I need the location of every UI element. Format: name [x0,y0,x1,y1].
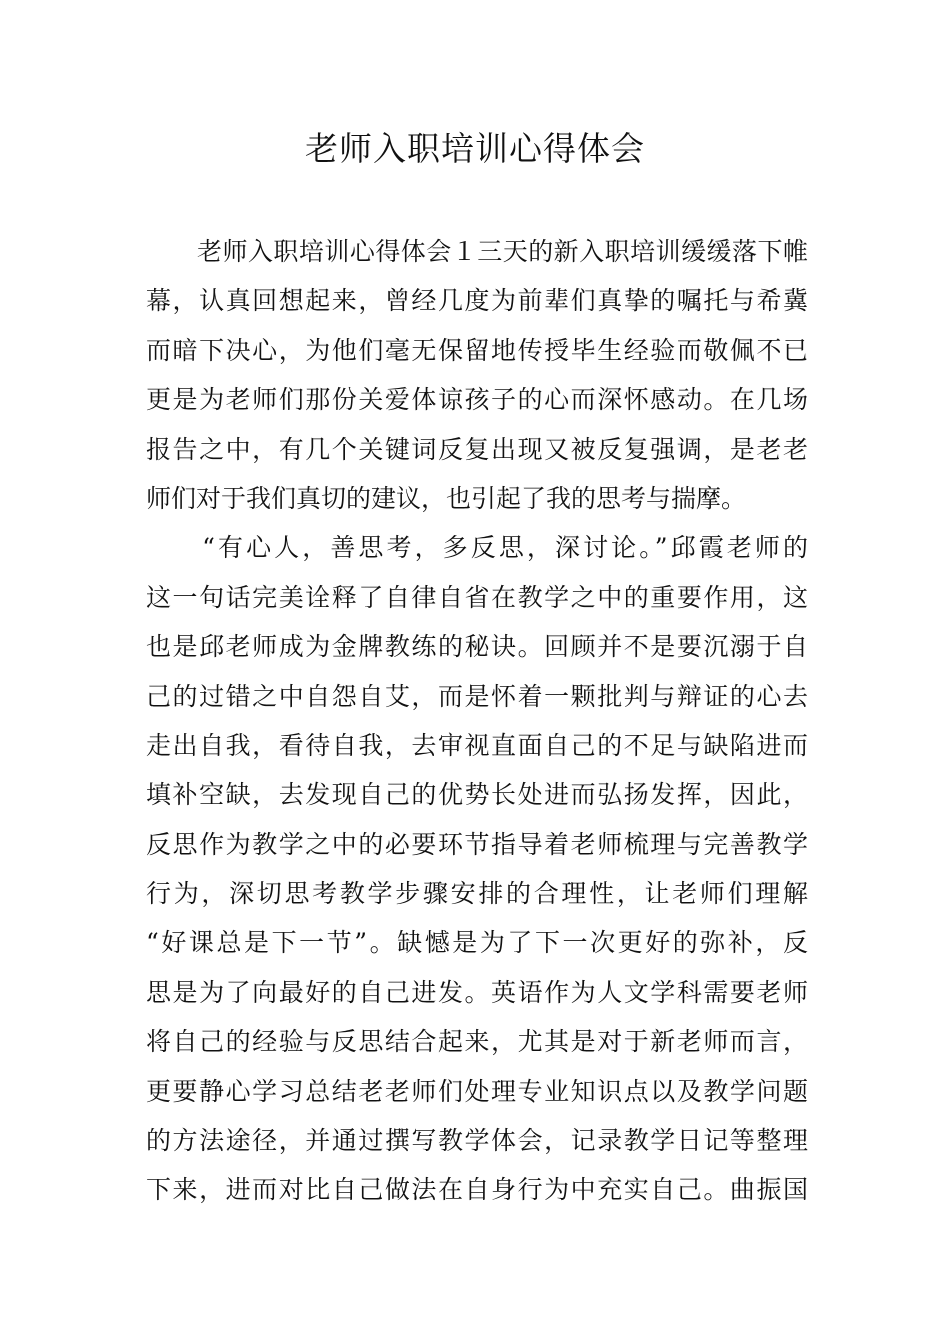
text-line: 师们对于我们真切的建议，也引起了我的思考与揣摩。 [146,483,747,513]
text-line: 的方法途径，并通过撰写教学体会，记录教学日记等整理 [146,1126,808,1156]
text-line: 行为，深切思考教学步骤安排的合理性，让老师们理解 [146,879,808,909]
text-line: 而暗下决心，为他们毫无保留地传授毕生经验而敬佩不已 [146,335,808,365]
text-line: 下来，进而对比自己做法在自身行为中充实自己。曲振国 [146,1175,808,1205]
text-line: 更要静心学习总结老老师们处理专业知识点以及教学问题 [146,1076,808,1106]
text-line: 走出自我，看待自我，去审视直面自己的不足与缺陷进而 [146,730,808,760]
text-line: 己的过错之中自怨自艾，而是怀着一颗批判与辩证的心去 [146,681,808,711]
text-line: 思是为了向最好的自己进发。英语作为人文学科需要老师 [146,977,808,1007]
text-line: 这一句话完美诠释了自律自省在教学之中的重要作用，这 [146,582,808,612]
text-line: “好课总是下一节”。缺憾是为了下一次更好的弥补，反 [146,928,808,958]
text-line: 将自己的经验与反思结合起来，尤其是对于新老师而言， [146,1027,808,1057]
document-body [146,227,808,1215]
text-line: “有心人，善思考，多反思，深讨论。”邱霞老师的 [146,533,808,563]
text-line: 老师入职培训心得体会１三天的新入职培训缓缓落下帷 [146,237,808,266]
text-line: 填补空缺，去发现自己的优势长处进而弘扬发挥，因此， [146,780,808,810]
text-line: 反思作为教学之中的必要环节指导着老师梳理与完善教学 [146,829,808,859]
text-line: 也是邱老师成为金牌教练的秘诀。回顾并不是要沉溺于自 [146,632,808,662]
text-line: 报告之中，有几个关键词反复出现又被反复强调，是老老 [146,434,808,464]
text-line: 更是为老师们那份关爱体谅孩子的心而深怀感动。在几场 [146,385,808,415]
text-line: 幕，认真回想起来，曾经几度为前辈们真挚的嘱托与希冀 [146,286,808,316]
document-title: 老师入职培训心得体会 [305,129,645,168]
